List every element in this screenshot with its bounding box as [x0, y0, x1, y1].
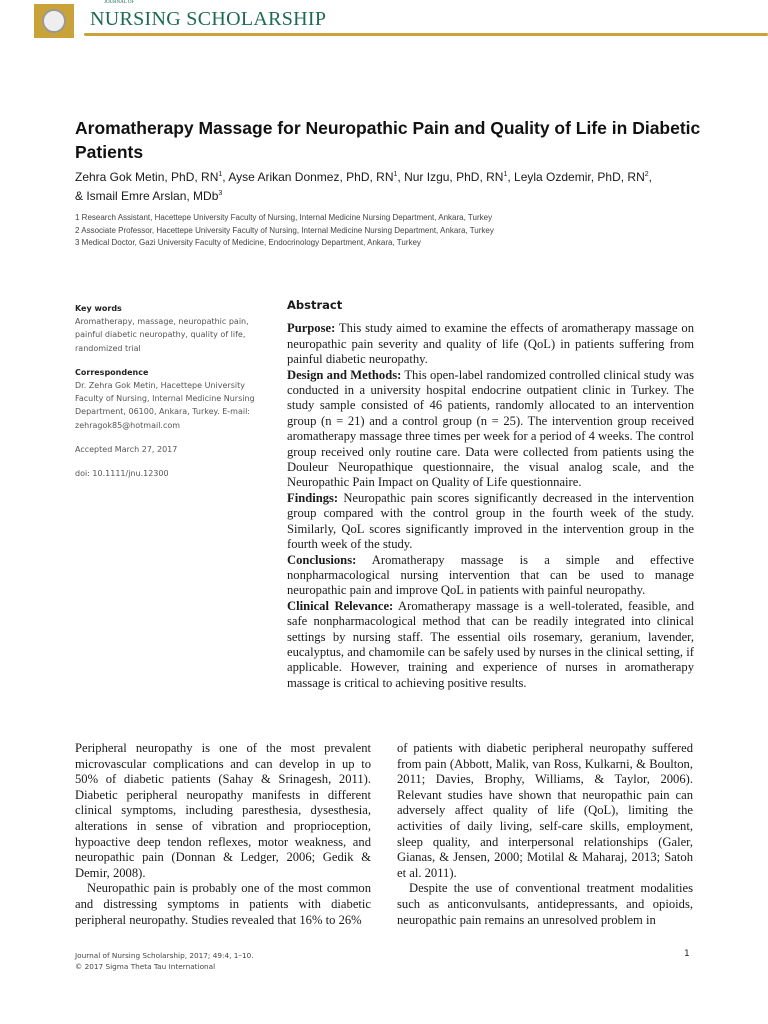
abstract-design-methods: Design and Methods: This open-label randomized controlled clinical study was conducted in a university hospital endocrine outpatient clinic in Turkey. The study sample consisted of 46 patients, randomly allocated to an intervention group (n = 21) and a control group (n = 25). The intervention group received aromatherapy massage three times per week for a period of 4 weeks. The control group received only routine care. Data were collected from patients using the Douleur Neuropathique questionnaire, the visual analog scale, and the Neuropathic Pain Impact on Quality of Life questionnaire. [287, 367, 694, 490]
keywords: Aromatherapy, massage, neuropathic pain, painful diabetic neuropathy, quality of life, randomized trial [75, 317, 249, 353]
body-column-left [75, 741, 371, 928]
article-title: Aromatherapy Massage for Neuropathic Pain and Quality of Life in Diabetic Patients [75, 118, 701, 162]
header-rule [84, 33, 768, 36]
abstract-findings: Findings: Neuropathic pain scores significantly decreased in the intervention group compared with the control group in the fourth week of the study. Similarly, QoL scores significantly improved in the intervention group in the fourth week of the study. [287, 490, 694, 552]
correspondence: Dr. Zehra Gok Metin, Hacettepe University Faculty of Nursing, Internal Medicine Nursing Department, 06100, Ankara, Turkey. E-mail: zehragok85@hotmail.com [75, 381, 255, 430]
affiliation: 3 Medical Doctor, Gazi University Faculty of Medicine, Endocrinology Department, Ankara, Turkey [75, 238, 421, 247]
author: Ayse Arikan Donmez, PhD, $RN^1$, [228, 170, 405, 184]
affiliations [75, 212, 715, 250]
correspondence-heading: Correspondence [75, 367, 149, 377]
body-paragraph: Peripheral neuropathy is one of the most prevalent microvascular complications and can develop in up to 50% of diabetic patients (Sahay & Srinagesh, 2011). Diabetic peripheral neuropathy manifests in different clinical symptoms, including paresthesia, dysesthesia, alterations in sense of vibration and proprioception, hypoactive deep tendon reflexes, motor weakness, and neuropathic pain (Donnan & Ledger, 2006; Gedik & Demir, 2008). [75, 741, 371, 880]
journal-citation: Journal of Nursing Scholarship, 2017; 49:4, 1–10. [75, 951, 254, 960]
page-footer [75, 950, 254, 972]
author: Zehra Gok Metin, PhD, $RN^1$, [75, 170, 229, 184]
article-header [75, 116, 715, 250]
article-info-sidebar [75, 302, 275, 491]
journal-logo [34, 4, 74, 38]
doi[interactable]: doi: 10.1111/jnu.12300 [75, 469, 169, 479]
copyright: © 2017 Sigma Theta Tau International [75, 962, 216, 971]
body-paragraph: Despite the use of conventional treatment modalities such as anticonvulsants, antidepressants, and opioids, neuropathic pain remains an unresolved problem in [397, 881, 693, 927]
abstract-heading: Abstract [287, 298, 343, 312]
abstract-purpose: Purpose: This study aimed to examine the effects of aromatherapy massage on neuropathic pain severity and quality of life (QoL) in patients suffering from painful diabetic neuropathy. [287, 321, 694, 367]
page-number: 1 [684, 949, 690, 959]
abstract-clinical-relevance: Clinical Relevance: Aromatherapy massage is a well-tolerated, feasible, and safe nonpharmacological method that can be readily integrated into clinical settings by nursing staff. The essential oils rosemary, geranium, lavender, eucalyptus, and chamomile can be safely used by nurses in the clinical setting, if applicable. However, training and experience of nurses in aromatherapy massage is critical to achieving positive results. [287, 598, 694, 690]
seal-icon [42, 9, 66, 33]
journal-of-label: JOURNAL OF [104, 0, 135, 5]
abstract [287, 298, 694, 691]
author: Nur Izgu, PhD, $RN^1$, [404, 170, 515, 184]
author: & Ismail Emre Arslan, MDb$^3$ [75, 189, 223, 203]
keywords-heading: Key words [75, 304, 122, 313]
body-paragraph: Neuropathic pain is probably one of the most common and distressing symptoms in patients with diabetic peripheral neuropathy. Studies revealed that 16% to 26% [75, 881, 371, 927]
author: Leyla Ozdemir, PhD, $RN^2$, [514, 170, 652, 184]
affiliation: 2 Associate Professor, Hacettepe University Faculty of Nursing, Internal Medicine Nursing Department, Ankara, Turkey [75, 225, 494, 235]
body-paragraph: of patients with diabetic peripheral neuropathy suffered from pain (Abbott, Malik, van Ross, Kulkarni, & Boulton, 2011; Davies, Brophy, Williams, & Taylor, 2006). Relevant studies have shown that neuropathic pain can adversely affect quality of life (QoL), limiting the activities of daily living, self-care skills, employment, sleep quality, and interpersonal relationships (Galer, Gianas, & Jensen, 2000; Motilal & Maharaj, 2013; Satoh et al. 2011). [397, 741, 693, 880]
accepted-date: Accepted March 27, 2017 [75, 444, 178, 454]
affiliation: 1 Research Assistant, Hacettepe University Faculty of Nursing, Internal Medicine Nursing Department, Ankara, Turkey [75, 213, 493, 222]
body-column-right [397, 741, 693, 928]
journal-name: NURSING SCHOLARSHIP [90, 8, 327, 30]
author-list [75, 168, 715, 206]
abstract-conclusions: Conclusions: Aromatherapy massage is a simple and effective nonpharmacological nursing intervention that can be used to manage neuropathic pain and improve QoL in patients with painful neuropathy. [287, 552, 694, 598]
